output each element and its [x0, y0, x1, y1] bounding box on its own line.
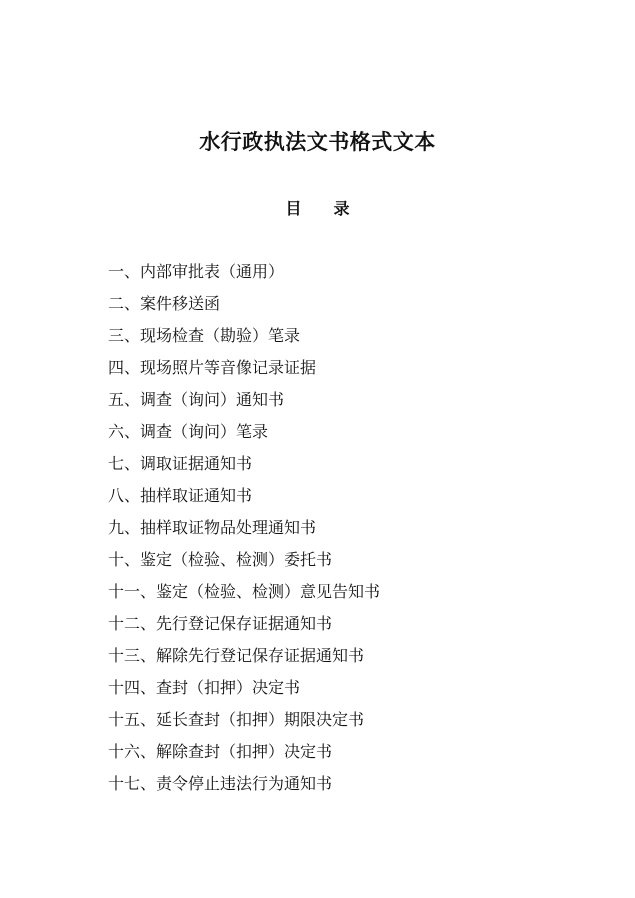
toc-item: 十、鉴定（检验、检测）委托书 — [108, 550, 333, 569]
document-title: 水行政执法文书格式文本 — [199, 130, 436, 154]
toc-item: 四、现场照片等音像记录证据 — [108, 358, 317, 377]
toc-item: 十一、鉴定（检验、检测）意见告知书 — [108, 582, 381, 601]
toc-item: 八、抽样取证通知书 — [108, 486, 253, 505]
toc-item: 十六、解除查封（扣押）决定书 — [108, 742, 333, 761]
toc-item: 十七、责令停止违法行为通知书 — [108, 774, 333, 793]
toc-list — [108, 256, 380, 800]
toc-item: 六、调查（询问）笔录 — [108, 422, 269, 441]
toc-item: 十二、先行登记保存证据通知书 — [108, 614, 333, 633]
toc-item: 十三、解除先行登记保存证据通知书 — [108, 646, 365, 665]
toc-item: 十四、查封（扣押）决定书 — [108, 678, 301, 697]
toc-item: 七、调取证据通知书 — [108, 454, 253, 473]
toc-item: 三、现场检查（勘验）笔录 — [108, 326, 301, 345]
toc-item: 五、调查（询问）通知书 — [108, 390, 285, 409]
toc-heading — [0, 196, 635, 219]
toc-item: 十五、延长查封（扣押）期限决定书 — [108, 710, 365, 729]
toc-heading-left: 目 — [285, 199, 302, 218]
toc-item: 一、内部审批表（通用） — [108, 262, 285, 281]
toc-heading-right: 录 — [333, 199, 350, 218]
toc-item: 二、案件移送函 — [108, 294, 221, 313]
toc-item: 九、抽样取证物品处理通知书 — [108, 518, 317, 537]
